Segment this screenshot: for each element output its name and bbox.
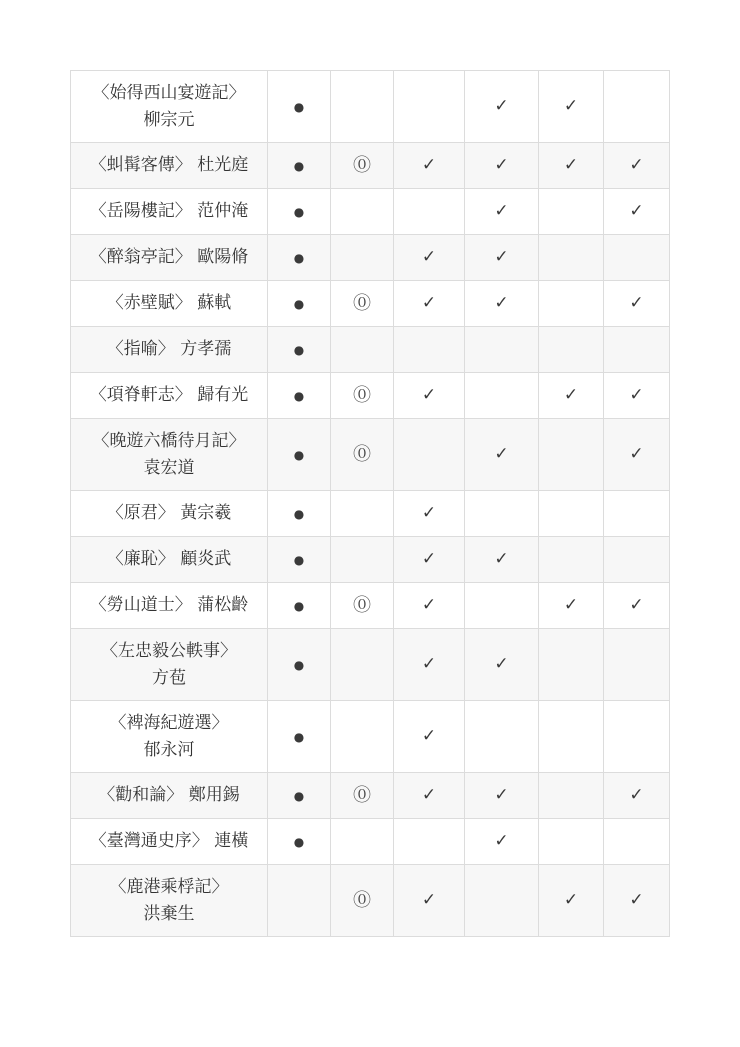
work-title: 〈始得西山宴遊記〉: [92, 82, 246, 103]
work-title-cell: [71, 865, 268, 937]
check-icon: ✓: [629, 155, 644, 175]
dot-icon: ●: [293, 598, 305, 613]
work-author: 柳宗元: [143, 109, 195, 130]
table-row: [71, 281, 670, 327]
circled-zero-icon: ⓪: [353, 889, 371, 911]
mark-cell-col-3: [394, 373, 465, 419]
mark-cell-col-5: [539, 865, 604, 937]
work-author: 歸有光: [197, 385, 249, 405]
dot-icon: ●: [293, 342, 305, 357]
check-icon: ✓: [563, 890, 579, 910]
mark-cell-col-4: [465, 773, 539, 819]
mark-cell-col-4: [465, 235, 539, 281]
circled-zero-icon: ⓪: [353, 594, 371, 616]
dot-icon: ●: [293, 99, 305, 114]
work-author: 范仲淹: [197, 201, 249, 221]
work-title-cell: [71, 281, 268, 327]
work-author: 蘇軾: [197, 293, 232, 313]
dot-icon: ●: [293, 250, 305, 265]
work-author: 洪棄生: [143, 903, 195, 924]
circled-zero-icon: ⓪: [353, 443, 371, 465]
check-icon: ✓: [563, 595, 579, 615]
mark-cell-col-1: [268, 419, 331, 491]
check-icon: ✓: [494, 293, 509, 313]
mark-cell-col-3: [394, 491, 465, 537]
check-icon: ✓: [421, 293, 437, 313]
mark-cell-col-1: [268, 143, 331, 189]
mark-cell-col-6: [604, 629, 670, 701]
mark-cell-col-3: [394, 281, 465, 327]
mark-cell-col-2: [331, 865, 394, 937]
work-title: 〈原君〉: [106, 503, 175, 523]
mark-cell-col-5: [539, 419, 604, 491]
work-author: 歐陽脩: [197, 247, 249, 267]
dot-icon: ●: [293, 296, 305, 311]
mark-cell-col-5: [539, 71, 604, 143]
mark-cell-col-2: [331, 773, 394, 819]
mark-cell-col-1: [268, 71, 331, 143]
table-row: [71, 373, 670, 419]
mark-cell-col-1: [268, 491, 331, 537]
table-row: [71, 235, 670, 281]
mark-cell-col-5: [539, 583, 604, 629]
mark-cell-col-1: [268, 327, 331, 373]
work-author: 袁宏道: [143, 457, 195, 478]
mark-cell-col-2: [331, 143, 394, 189]
table-row: [71, 583, 670, 629]
mark-cell-col-5: [539, 537, 604, 583]
table-row: [71, 327, 670, 373]
table-row: [71, 773, 670, 819]
mark-cell-col-4: [465, 491, 539, 537]
check-icon: ✓: [629, 785, 644, 805]
work-author: 蒲松齡: [197, 595, 249, 615]
mark-cell-col-4: [465, 71, 539, 143]
check-icon: ✓: [421, 155, 437, 175]
mark-cell-col-5: [539, 629, 604, 701]
mark-cell-col-2: [331, 629, 394, 701]
check-icon: ✓: [494, 96, 509, 116]
mark-cell-col-4: [465, 419, 539, 491]
mark-cell-col-4: [465, 281, 539, 327]
mark-cell-col-6: [604, 819, 670, 865]
dot-icon: ●: [293, 788, 305, 803]
check-icon: ✓: [421, 549, 437, 569]
mark-cell-col-4: [465, 819, 539, 865]
mark-cell-col-4: [465, 373, 539, 419]
mark-cell-col-2: [331, 373, 394, 419]
work-title: 〈勞山道士〉: [89, 595, 192, 615]
work-title-cell: [71, 419, 268, 491]
check-icon: ✓: [563, 385, 579, 405]
check-icon: ✓: [629, 293, 644, 313]
mark-cell-col-3: [394, 537, 465, 583]
check-icon: ✓: [421, 385, 437, 405]
check-icon: ✓: [421, 890, 437, 910]
mark-cell-col-1: [268, 373, 331, 419]
mark-cell-col-3: [394, 235, 465, 281]
work-title: 〈虯髯客傳〉: [89, 155, 192, 175]
mark-cell-col-6: [604, 327, 670, 373]
mark-cell-col-4: [465, 327, 539, 373]
mark-cell-col-4: [465, 143, 539, 189]
mark-cell-col-2: [331, 537, 394, 583]
mark-cell-col-3: [394, 143, 465, 189]
check-icon: ✓: [421, 654, 437, 674]
work-title-cell: [71, 819, 268, 865]
mark-cell-col-3: [394, 419, 465, 491]
mark-cell-col-5: [539, 143, 604, 189]
circled-zero-icon: ⓪: [353, 784, 371, 806]
mark-cell-col-1: [268, 701, 331, 773]
circled-zero-icon: ⓪: [353, 154, 371, 176]
mark-cell-col-6: [604, 491, 670, 537]
mark-cell-col-3: [394, 327, 465, 373]
check-icon: ✓: [421, 595, 437, 615]
work-author: 連橫: [214, 831, 249, 851]
mark-cell-col-4: [465, 537, 539, 583]
check-icon: ✓: [563, 155, 579, 175]
check-icon: ✓: [629, 444, 644, 464]
table-row: [71, 629, 670, 701]
table-row: [71, 865, 670, 937]
mark-cell-col-6: [604, 537, 670, 583]
check-icon: ✓: [494, 549, 509, 569]
table-row: [71, 71, 670, 143]
mark-cell-col-1: [268, 235, 331, 281]
mark-cell-col-6: [604, 189, 670, 235]
work-title-cell: [71, 537, 268, 583]
check-icon: ✓: [629, 890, 644, 910]
work-title-cell: [71, 71, 268, 143]
dot-icon: ●: [293, 204, 305, 219]
work-title: 〈廉恥〉: [106, 549, 175, 569]
check-icon: ✓: [494, 444, 509, 464]
check-icon: ✓: [421, 247, 437, 267]
work-title: 〈裨海紀遊選〉: [109, 712, 229, 733]
mark-cell-col-2: [331, 419, 394, 491]
check-icon: ✓: [629, 201, 644, 221]
mark-cell-col-3: [394, 819, 465, 865]
dot-icon: ●: [293, 834, 305, 849]
work-author: 郁永河: [143, 739, 195, 760]
mark-cell-col-3: [394, 189, 465, 235]
mark-cell-col-6: [604, 143, 670, 189]
mark-cell-col-4: [465, 629, 539, 701]
check-icon: ✓: [629, 385, 644, 405]
mark-cell-col-5: [539, 235, 604, 281]
mark-cell-col-2: [331, 701, 394, 773]
work-title: 〈項脊軒志〉: [89, 385, 192, 405]
mark-cell-col-2: [331, 819, 394, 865]
mark-cell-col-6: [604, 71, 670, 143]
work-title-cell: [71, 235, 268, 281]
mark-cell-col-2: [331, 491, 394, 537]
work-title: 〈晚遊六橋待月記〉: [92, 430, 246, 451]
mark-cell-col-5: [539, 373, 604, 419]
check-icon: ✓: [494, 247, 509, 267]
work-author: 方孝孺: [180, 339, 232, 359]
dot-icon: ●: [293, 158, 305, 173]
work-title-cell: [71, 327, 268, 373]
mark-cell-col-5: [539, 491, 604, 537]
work-author: 黃宗羲: [180, 503, 232, 523]
mark-cell-col-5: [539, 281, 604, 327]
dot-icon: ●: [293, 506, 305, 521]
mark-cell-col-2: [331, 327, 394, 373]
work-title: 〈鹿港乘桴記〉: [109, 876, 229, 897]
work-title-cell: [71, 701, 268, 773]
mark-cell-col-3: [394, 629, 465, 701]
check-icon: ✓: [494, 785, 509, 805]
work-title-cell: [71, 143, 268, 189]
mark-cell-col-5: [539, 189, 604, 235]
work-author: 鄭用錫: [188, 785, 240, 805]
table-row: [71, 491, 670, 537]
mark-cell-col-1: [268, 865, 331, 937]
mark-cell-col-6: [604, 281, 670, 327]
dot-icon: ●: [293, 552, 305, 567]
work-title: 〈臺灣通史序〉: [89, 831, 209, 851]
mark-cell-col-1: [268, 583, 331, 629]
work-title: 〈指喻〉: [106, 339, 175, 359]
work-title-cell: [71, 629, 268, 701]
mark-cell-col-1: [268, 629, 331, 701]
mark-cell-col-2: [331, 281, 394, 327]
check-icon: ✓: [563, 96, 579, 116]
reading-list-table: [70, 70, 670, 937]
check-icon: ✓: [421, 503, 437, 523]
mark-cell-col-3: [394, 71, 465, 143]
dot-icon: ●: [293, 729, 305, 744]
mark-cell-col-6: [604, 373, 670, 419]
mark-cell-col-4: [465, 865, 539, 937]
mark-cell-col-5: [539, 327, 604, 373]
mark-cell-col-6: [604, 701, 670, 773]
table-row: [71, 537, 670, 583]
table-row: [71, 819, 670, 865]
mark-cell-col-3: [394, 701, 465, 773]
circled-zero-icon: ⓪: [353, 292, 371, 314]
circled-zero-icon: ⓪: [353, 384, 371, 406]
mark-cell-col-4: [465, 189, 539, 235]
work-title-cell: [71, 583, 268, 629]
mark-cell-col-6: [604, 773, 670, 819]
mark-cell-col-1: [268, 537, 331, 583]
work-title-cell: [71, 491, 268, 537]
check-icon: ✓: [629, 595, 644, 615]
mark-cell-col-4: [465, 701, 539, 773]
dot-icon: ●: [293, 388, 305, 403]
mark-cell-col-5: [539, 773, 604, 819]
work-title: 〈勸和論〉: [98, 785, 184, 805]
table-row: [71, 189, 670, 235]
work-author: 杜光庭: [197, 155, 249, 175]
table-body: [71, 71, 670, 937]
mark-cell-col-3: [394, 773, 465, 819]
work-title-cell: [71, 189, 268, 235]
table-row: [71, 143, 670, 189]
mark-cell-col-2: [331, 189, 394, 235]
table-row: [71, 701, 670, 773]
dot-icon: ●: [293, 447, 305, 462]
mark-cell-col-6: [604, 865, 670, 937]
work-title: 〈岳陽樓記〉: [89, 201, 192, 221]
table-row: [71, 419, 670, 491]
mark-cell-col-6: [604, 419, 670, 491]
work-title: 〈醉翁亭記〉: [89, 247, 192, 267]
dot-icon: ●: [293, 657, 305, 672]
check-icon: ✓: [421, 785, 437, 805]
check-icon: ✓: [494, 201, 509, 221]
mark-cell-col-1: [268, 773, 331, 819]
mark-cell-col-3: [394, 865, 465, 937]
check-icon: ✓: [421, 726, 437, 746]
mark-cell-col-5: [539, 819, 604, 865]
mark-cell-col-2: [331, 583, 394, 629]
mark-cell-col-4: [465, 583, 539, 629]
mark-cell-col-2: [331, 235, 394, 281]
work-title: 〈赤壁賦〉: [106, 293, 192, 313]
mark-cell-col-1: [268, 189, 331, 235]
check-icon: ✓: [494, 155, 509, 175]
mark-cell-col-2: [331, 71, 394, 143]
mark-cell-col-3: [394, 583, 465, 629]
check-icon: ✓: [494, 654, 509, 674]
work-title-cell: [71, 373, 268, 419]
mark-cell-col-5: [539, 701, 604, 773]
mark-cell-col-6: [604, 583, 670, 629]
check-icon: ✓: [494, 831, 509, 851]
work-title: 〈左忠毅公軼事〉: [101, 640, 237, 661]
mark-cell-col-1: [268, 281, 331, 327]
work-title-cell: [71, 773, 268, 819]
work-author: 顧炎武: [180, 549, 232, 569]
mark-cell-col-1: [268, 819, 331, 865]
work-author: 方苞: [152, 667, 186, 688]
mark-cell-col-6: [604, 235, 670, 281]
